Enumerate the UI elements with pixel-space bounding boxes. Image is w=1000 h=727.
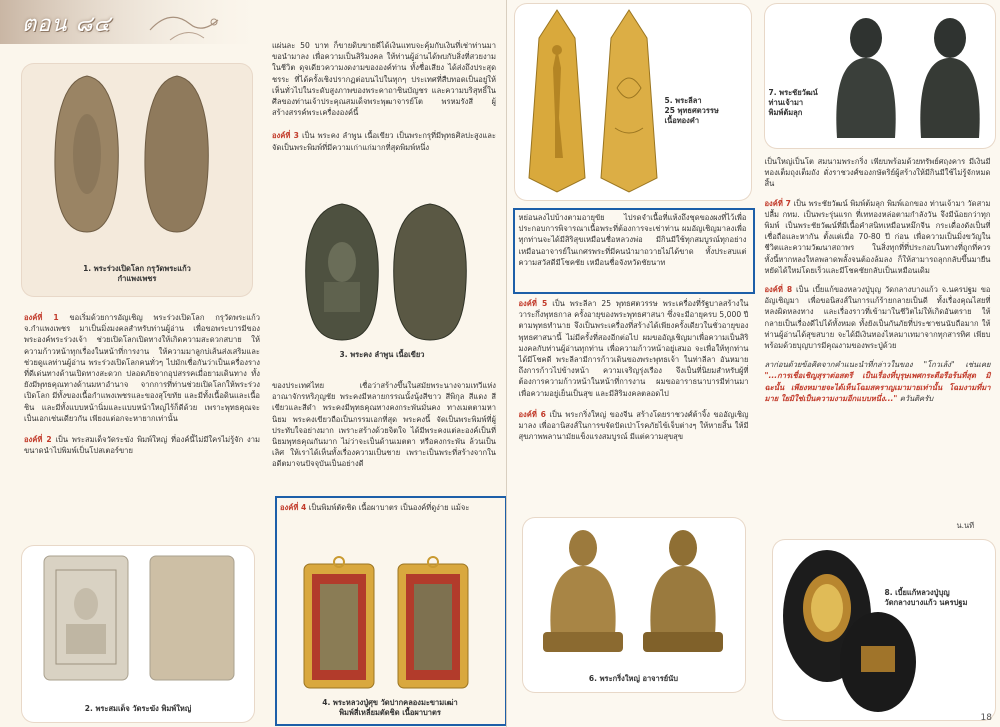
para-5-text: เป็น พระลีลา 25 พุทธศตวรรษ พระเครื่องที่รัฐบาลสร้างในวาระกึ่งพุทธกาล ครั้งอายุของพระพุทธศาสนา ซึ่งจะมีอายุครบ 5,000 ปี ตามพุทธทำนาย จึงเป็นพระเครื่องที่สร้างได้เพียงครั้งเดียวในชั่วอายุของพุทธศาสนานี้ ไม่มีครั้งที่สองอีกต่อไป ผมขออัญเชิญมาเพื่อความเป็นสิริมงคลกับท่านผู้อ่านทุกท่าน เพื่อความก้าวหน้าอยู่เสมอ จะเพื่อให้ทุกท่านได้มีโชคดี พระลีลามีการก้าวเดินของพระพุทธเจ้า ในท่าลีลา อันหมายถึงการก้าวไปข้างหน้า ความเจริญรุ่งเรือง จึงเป็นที่นิยมสำหรับผู้ที่ต้องการความก้าวหน้าในหน้าที่การงาน ผมขออาราธนาบารมีท่านมาเพื่อความอยู่เย็นเป็นสุข และมีสิริมงคลตลอดไป bbox=[518, 299, 749, 398]
image-3-frame bbox=[292, 196, 472, 372]
amulet-3-back bbox=[390, 202, 470, 342]
caption-2: 2. พระสมเด็จ วัดระฆัง พิมพ์ใหญ่ bbox=[84, 704, 192, 713]
para-6-lead: องค์ที่ 6 bbox=[518, 409, 546, 419]
amulet-1-back bbox=[142, 74, 212, 234]
para-6-text: เป็น พระกริ่งใหญ่ ของจีน สร้างโดยราชวงศ์ต้าจิ้ง ขออัญเชิญมาลง เพื่ออานิสงส์ในการขจัดปัดเป่าโรคภัยไข้เจ็บต่างๆ ให้หายสิ้น ให้มีสุขภาพพลานามัยแข็งแรงสมบูรณ์ มีแต่ความสุขสุข bbox=[518, 409, 749, 442]
paragraph-4 bbox=[280, 502, 500, 513]
caption-7 bbox=[769, 88, 833, 118]
caption-3: 3. พระคง ลำพูน เนื้อเขียว bbox=[339, 350, 425, 359]
quote-tail: ควันติครับ bbox=[899, 393, 934, 403]
para-7-text: เป็น พระชัยวัฒน์ พิมพ์ต้มลุก พิมพ์เอกของ ท่านเจ้ามา วัดสามปลื้ม กทม. เป็นพระรุ่นแรก ที่เททองหล่อตามกำลังวัน จึงมีน้อยกว่าทุกพิมพ์ เป็นพระชัยวัฒน์ที่มีเนื้อคำสนิทเหมือนหมึกจีน กระเดื่องดังเป็นที่เชื่อถือและหากัน ตั้งแต่เมื่อ 70-80 ปี ก่อน เพื่อความเป็นมิ่งขวัญในชีวิตและความวัฒนาสถาพร ในสิ่งทุกที่ที่ประกอบในทางที่ถูกที่ควร ทั้งนี้หากหลงใหลพลาดพลั้งจนต้องล้มลง ก็ให้สามารถลุกกลับขึ้นมายืนหยัดได้ใหม่โดยเร็วและมีโชคชัยกลับเป็นเหมือนเดิม bbox=[764, 198, 991, 275]
para-3-text: เป็น พระคง ลำพูน เนื้อเขียว เป็นพระกรุที่มีพุทธศิลปะสูงและจัดเป็นพระพิมพ์ที่มีความเก่าแก่มากที่สุดพิมพ์หนึ่ง bbox=[272, 131, 496, 152]
right-page bbox=[507, 0, 1000, 727]
caption-5 bbox=[665, 96, 745, 126]
paragraph-3 bbox=[272, 130, 496, 152]
chapter-header bbox=[0, 0, 260, 58]
right-column-2 bbox=[765, 156, 991, 404]
image-8-frame bbox=[773, 540, 995, 720]
chapter-title: ตอน ๘๔ bbox=[22, 12, 112, 37]
caption-4-line2: พิมพ์สี่เหลี่ยมตัดชิด เนื้อผาบาตร bbox=[339, 708, 441, 717]
para-2-text: เป็น พระสมเด็จวัดระฆัง พิมพ์ใหญ่ ที่องค์นี้ไม่มีใครไม่รู้จัก งามขนาดนำไปพิมพ์เป็นโปสเตอร์ขาย bbox=[24, 435, 260, 456]
quote-intro: ลาก่อนด้วยข้อคิดจากคำแนะนำที่กล่าวในของ "โกวเล้ง" เช่นเคย bbox=[764, 360, 991, 370]
paragraph-8 bbox=[765, 284, 991, 351]
caption-1-line1: 1. พระร่วงเปิดโลก กรุวัดพระแก้ว bbox=[83, 264, 191, 273]
image-7-frame bbox=[765, 4, 995, 148]
boxed-paragraph bbox=[519, 212, 747, 268]
paragraph-1-cont: แผ่นละ 50 บาท ก็ขายดิบขายดีได้เงินแทบจะคุ้มกับเงินที่เช่าท่านมา ขอนำมาลง เพื่อความเป็นสิริมงคล ให้ท่านผู้อ่านได้พบกับสิ่งที่สวยงามในชีวิต ดุจเดียวความงดงามขององค์ท่าน ทั้งชื่อเสียง ได้ส่งถึงประสุดชรระ ที่ได้ครั้งเชิงปรากฏต่อบนไปในทุกๆ ประเทศที่สืบทอดเป็นอยู่ให้เห็นทั่วไปในระดับสูงภาพของพระคาถาชินบัญชร และความบริสุทธิ์ในศีลของท่านเจ้าประคุณสมเด็จพระพุฒาจารย์โต พรหมรังสี ผู้สร้างสรรค์พระเครื่ององค์นี้ bbox=[272, 41, 496, 118]
caption-8 bbox=[885, 588, 995, 608]
paragraph-6-cont: เป็นใหญ่เป็นโต สมนามพระกริ่ง เพียบพร้อมด้วยทรัพย์ศฤงคาร มีเงินมีทองเต็มถุงเต็มถัง ดั่งราชวงศ์ของกษัตริย์ผู้สร้างให้มีกินมีใช้ไม่รู้จักหมดสิ้น bbox=[764, 157, 991, 189]
para-4-lead: องค์ที่ 4 bbox=[280, 503, 307, 512]
caption-6: 6. พระกริ่งใหญ่ อาจารย์นับ bbox=[588, 674, 679, 683]
paragraph-6 bbox=[519, 409, 749, 443]
amulet-6-front bbox=[537, 524, 629, 656]
amulet-1-front bbox=[52, 74, 122, 234]
caption-8-line1: 8. เบี้ยแก้หลวงปู่บุญ bbox=[884, 588, 950, 597]
para-1-lead: องค์ที่ 1 bbox=[24, 313, 59, 322]
image-1-frame bbox=[22, 64, 252, 296]
amulet-4-back bbox=[394, 556, 472, 692]
image-2-frame bbox=[22, 546, 254, 722]
paragraph-7 bbox=[765, 198, 991, 276]
author-signature: น.นที bbox=[956, 521, 975, 530]
paragraph-3-cont: ของประเทศไทย เชื่อว่าสร้างขึ้นในสมัยพระนางจามเทวีแห่งอาณาจักรหริภุญชัย พระคงมีหลายกรรณนั้งนุ้งสีขาว สีพิกุล สีแดง สีเขียวและสีดำ พระคงมีพุทธคุณทางคงกระพันมั่นคง ทางเมตตามหานิยม พระคงเขียวถือเป็นกรรมเอกที่สุด พระคงนี้ จัดเป็นพระพิมพ์ที่ผู้ประทับใจอย่างมาก เพราะสร้างด้วยจิตใจ ได้มีพระคงแต่ละองค์เป็นที่นิยมพุทธคุณกันมาก ไม่ว่าจะเป็นด้านเมตตา หรือคงกระพัน ล้วนเป็นเลิศ ให้เราได้เห็นทั้งเรื่องความเป็นชาย เพราะเป็นพระที่สร้างจากในอดีตมาจนปัจจุบันเป็นอย่างดี bbox=[272, 381, 496, 469]
paragraph-5 bbox=[519, 298, 749, 399]
page-number: 18 bbox=[980, 713, 992, 723]
caption-5-line1: 5. พระลีลา bbox=[664, 96, 702, 105]
amulet-8-back bbox=[837, 610, 919, 714]
left-column-2 bbox=[272, 40, 496, 153]
para-2-lead: องค์ที่ 2 bbox=[24, 435, 52, 445]
para-8-lead: องค์ที่ 8 bbox=[764, 285, 793, 295]
para-5-lead: องค์ที่ 5 bbox=[518, 299, 548, 308]
amulet-7-back bbox=[911, 8, 989, 140]
image-5-frame bbox=[515, 4, 751, 200]
quote-text: "...การเชื่อเชิญสุราต่อสตรี เป็นเรื่องที่บุรุษเพศกระตือรือร้นที่สุด มิฉะนั้น เพียงหมายจะได้เห็นโฉมสคราญเมามายเท่านั้น โฉมงามที่มามาย ใยมิใช่เป็นความงามอีกแบบหนึ่ง..." bbox=[764, 371, 991, 403]
caption-5-line3: เนื้อทองคำ bbox=[664, 116, 700, 125]
para-3-lead: องค์ที่ 3 bbox=[272, 131, 299, 141]
amulet-5-back bbox=[597, 8, 661, 194]
caption-4 bbox=[280, 698, 500, 718]
left-column-1 bbox=[24, 312, 260, 456]
caption-7-line3: พิมพ์ต้มลุก bbox=[768, 108, 803, 117]
amulet-3-front bbox=[302, 202, 382, 342]
para-1-text: ขอเริ่มด้วยการอัญเชิญ พระร่วงเปิดโลก กรุวัดพระแก้ว จ.กำแพงเพชร มาเป็นมิ่งมงคลสำหรับท่านผู้อ่าน เพื่อขอพระบารมีของพระองค์พระร่วงเจ้า ช่วยเปิดโลกเปิดทางให้เกิดความสะดวกสบาย ให้ความก้าวหน้าทุกเรื่องในหน้าที่การงาน ให้ความมาลูกบ่เส้นส่งเสริมและช่วยดูแลท่านผู้อ่าน พระร่วงเปิดโลกคนทั่วๆ ไปมักเชื่อกันว่าเป็นเครื่องรางที่ดีเด่นทางด้านเปิดทางสะดวก ปลอดภัยจากอุปสรรคเมื่อยามเดินทาง ทั้งยังมีพุทธคุณทางด้านมหาอำนาจ จากการที่ท่านช่วยเปิดโลกให้พระร่วงเปิดโลก มีทั้งของเนื้อกำแพงเพชรและของสุโขทัย และมีทั้งเนื้อดินและเนื้อชิน และมีทั้งแบบหน้านิ่มและแบบหน้าใหญ่ไร้ก็ดีด้วย เพราะพุทธคุณจะเป็นเอกเช่นเดียวกัน เพียงแต่อกจะหายากเท่านั้น bbox=[24, 313, 260, 423]
paragraph-1 bbox=[24, 312, 260, 424]
amulet-4-front bbox=[300, 556, 378, 692]
caption-7-line1: 7. พระชัยวัฒน์ bbox=[768, 88, 818, 97]
amulet-2-front bbox=[42, 554, 130, 682]
right-column-1 bbox=[519, 298, 749, 442]
paragraph-2 bbox=[24, 434, 260, 456]
caption-8-line2: วัดกลางบางแก้ว นครปฐม bbox=[884, 598, 968, 607]
left-column-2b bbox=[272, 380, 496, 470]
caption-1 bbox=[22, 264, 252, 284]
caption-7-line2: ท่านเจ้ามา bbox=[768, 98, 804, 107]
boxed-paragraph-text: หย่อนลงไปบ้างตามอายุขัย ไปรดจำเนื้อที่แห้งถึงชุดของผงที่ไว้เพื่อประกอบการพิจารณาเนื้อพระที่ต้องการจะเช่าท่าน ผมอัญเชิญมาลงเพื่อทุกท่านจะได้มีสิริสุขเหมือนชื่อหลวงพ่อ มีกินมีใช้ทุกสมบูรณ์ทุกอย่าง เหมือนอาจารย์ในเกศรพระที่มีคนนำมาถวายไม่ได้ขาด ทั้งประสบแต่ความสวัสดีมีโชคชัย เหมือนชื่อจังหวัดชัยนาท bbox=[518, 213, 747, 267]
closing-quote bbox=[765, 359, 991, 404]
caption-4-line1: 4. พระหลวงปู่ศุข วัดปากคลองมะขามเฒ่า bbox=[322, 698, 458, 707]
caption-1-line2: กำแพงเพชร bbox=[117, 274, 157, 283]
amulet-6-back bbox=[637, 524, 729, 656]
image-6-frame bbox=[523, 518, 745, 692]
para-4-text: เป็นพิมพ์ตัดชิด เนื้อผาบาตร เป็นองค์ที่ดูง่าย แม้จะ bbox=[308, 503, 470, 512]
para-8-text: เป็น เบี้ยแก้ของหลวงปู่บุญ วัดกลางบางแก้ว จ.นครปฐม ขออัญเชิญมา เพื่อขอนิสงส์ในการแก้ร้ายกลายเป็นดี ทั้งเรื่องคุณไสยที่หลงผิดหลงทาง และเรื่องราวที่เข้ามาในชีวิตไม่ให้เกิดอันตราย ให้กลายเป็นเรื่องดีไปได้ทั้งหมด ทั้งยังเป็นกันภัยที่ประชาชนนับถือมาก ให้ท่านผู้อ่านได้สุขสบาย จะได้มีเงินทองไหลมาเทมาจากทุกสารทิศ เพียบพร้อมด้วยบุญบารมีคุณงามของพระปู่ด้วย bbox=[764, 285, 991, 351]
amulet-7-front bbox=[827, 8, 905, 140]
para-7-lead: องค์ที่ 7 bbox=[764, 198, 791, 208]
amulet-5-front bbox=[525, 8, 589, 194]
caption-5-line2: 25 พุทธศตวรรษ bbox=[664, 106, 719, 115]
amulet-2-back bbox=[148, 554, 236, 682]
